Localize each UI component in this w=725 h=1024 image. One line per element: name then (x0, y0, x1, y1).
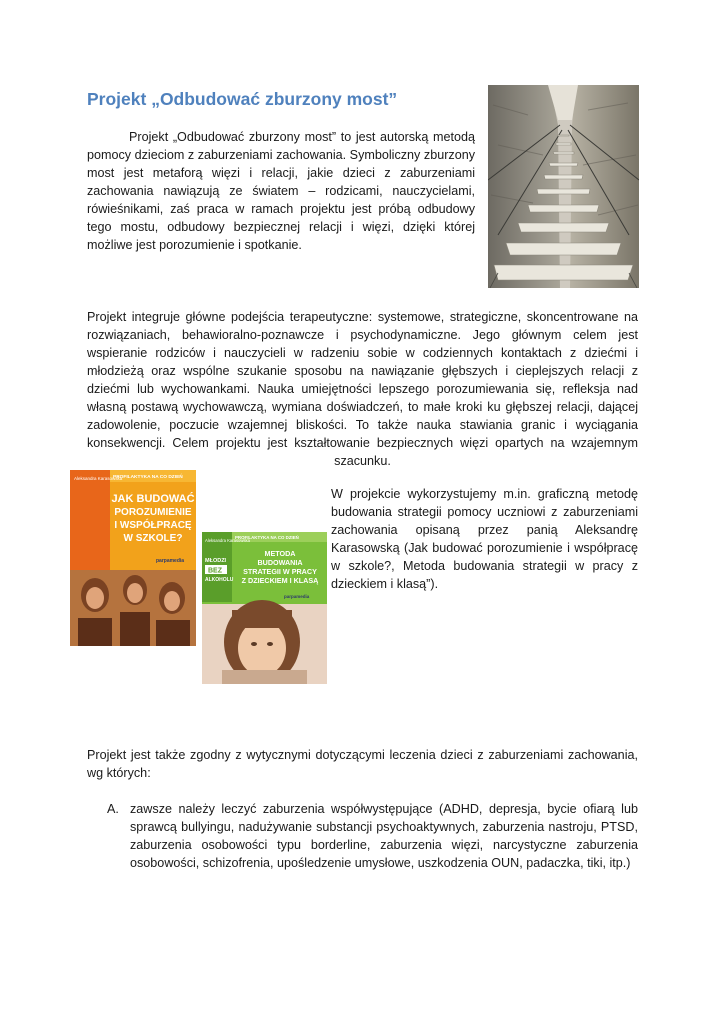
svg-text:POROZUMIENIE: POROZUMIENIE (114, 507, 192, 518)
svg-text:STRATEGII W PRACY: STRATEGII W PRACY (243, 567, 317, 576)
book2-publisher: parpamedia (284, 594, 310, 599)
suspension-bridge-illustration (488, 85, 639, 288)
svg-text:BUDOWANIA: BUDOWANIA (257, 558, 303, 567)
svg-text:W SZKOLE?: W SZKOLE? (123, 533, 183, 544)
book2-author: Aleksandra Karasowska (205, 538, 250, 543)
list-item-text: zawsze należy leczyć zaburzenia współwystępujące (ADHD, depresja, bycie ofiarą lub sprawcą bullyingu, nadużywanie substancji psychoaktywnych, zaburzenia nastroju, PTSD, zaburzenia osobowości typu borderline, zaburzenia więzi, narcystyczne zaburzenia osobowości, schizofrenia, upośledzenie umysłowe, uszkodzenia OUN, padaczka, tiki, itp.) (130, 802, 638, 870)
document-title: Projekt „Odbudować zburzony most” (87, 89, 398, 109)
method-paragraph-text (205, 485, 638, 593)
bridge-photo (488, 85, 639, 288)
book-cover-jak-budowac (70, 470, 196, 646)
book1-publisher: parpamedia (156, 558, 185, 564)
list-marker: A. (107, 802, 119, 816)
svg-text:JAK BUDOWAĆ: JAK BUDOWAĆ (111, 493, 195, 505)
text-wrap-spacer (205, 503, 331, 593)
book1-author: Aleksandra Karasowska (74, 476, 123, 481)
intro-paragraph: Projekt „Odbudować zburzony most” to jest autorską metodą pomocy dzieciom z zaburzeniami zachowania. Symboliczny zburzony most jest metaforą więzi i relacji, jakie dzieci z zaburzeniami zachowania nawiązują ze światem – rodzicami, nauczycielami, rówieśnikami, zaś praca w ramach projektu jest próbą odbudowy tego mostu, odbudowy bezpiecznej relacji i więzi, dzięki której możliwe jest porozumienie i spotkanie. (87, 130, 475, 252)
svg-text:I WSPÓŁPRACĘ: I WSPÓŁPRACĘ (114, 520, 192, 531)
svg-text:Z DZIECKIEM I KLASĄ: Z DZIECKIEM I KLASĄ (241, 576, 319, 585)
book2-series: PROFILAKTYKA NA CO DZIEŃ (235, 535, 299, 540)
svg-text:BEZ: BEZ (208, 567, 222, 575)
svg-text:METODA: METODA (264, 549, 296, 558)
guidelines-paragraph: Projekt jest także zgodny z wytycznymi dotyczącymi leczenia dzieci z zaburzeniami zachowania, wg których: (87, 748, 638, 780)
method-paragraph-content: W projekcie wykorzystujemy m.in. graficzną metodę budowania strategii pomocy uczniowi z zaburzeniami zachowania opisaną przez panią Aleksandrę Karasowską (Jak budować porozumienie i współpracę w szkole?, Metoda budowania strategii w pracy z dzieckiem i klasą”). (331, 487, 638, 591)
svg-text:ALKOHOLU: ALKOHOLU (205, 577, 234, 583)
approaches-paragraph: Projekt integruje główne podejścia terapeutyczne: systemowe, strategiczne, skoncentrowane na rozwiązaniach, behawioralno-poznawcze i psychodynamiczne. Jego głównym celem jest wspieranie rodziców i nauczycieli w radzeniu sobie w codziennych kontaktach z dziećmi i młodzieżą oraz wspólne szukanie sposobu na nawiązanie głębszych i cieplejszych relacji z dziećmi lub wychowankami. Nauka umiejętności lepszego porozumiewania się, refleksja nad własną postawą wychowawczą, wymiana doświadczeń, to małe kroki ku głębszej relacji, dającej zadowolenie, poczucie wzajemnej bliskości. To także nauka stawiania granic i wyciągania konsekwencji. Celem projektu jest kształtowanie bezpiecznych więzi opartych na wzajemnym szacunku. (87, 310, 638, 468)
svg-text:MŁODZI: MŁODZI (205, 558, 227, 564)
list-item (87, 800, 638, 872)
guidelines-list (87, 800, 638, 872)
book1-series: PROFILAKTYKA NA CO DZIEŃ (113, 475, 183, 480)
